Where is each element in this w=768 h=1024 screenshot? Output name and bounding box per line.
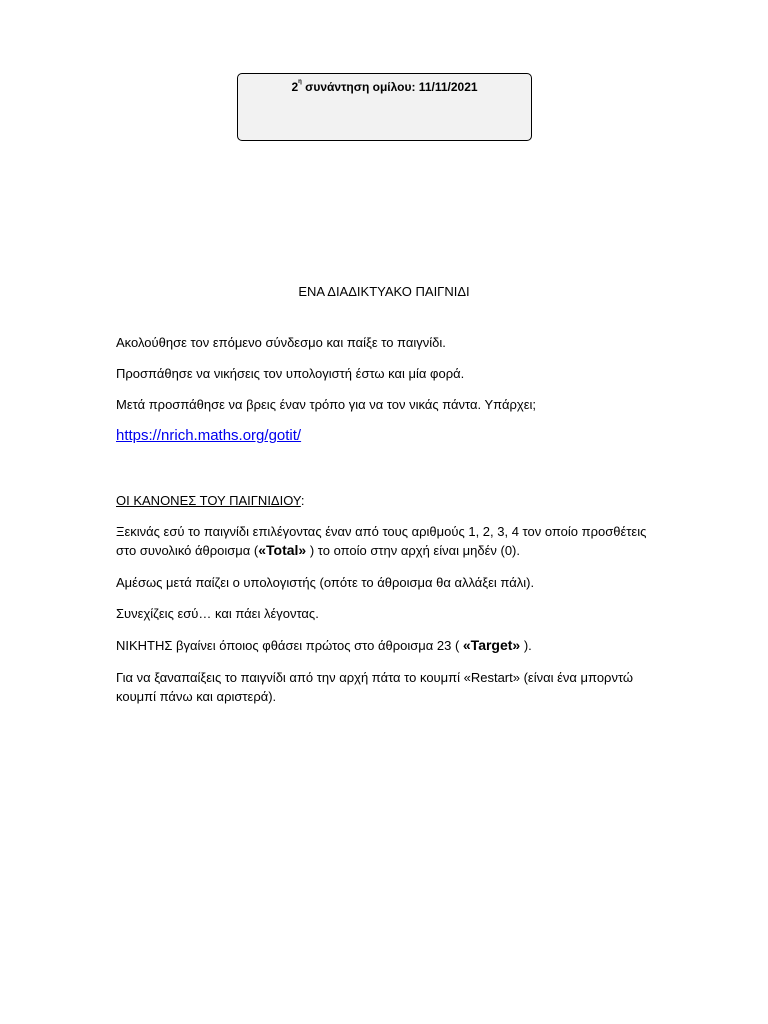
target-term: «Target»: [462, 637, 521, 653]
rules-heading-text: ΟΙ ΚΑΝΟΝΕΣ ΤΟΥ ΠΑΙΓΝΙΔΙΟΥ: [116, 493, 301, 508]
rules-heading-colon: :: [300, 493, 305, 508]
rule-3: Συνεχίζεις εσύ… και πάει λέγοντας.: [116, 606, 319, 621]
rule-1: [116, 522, 656, 560]
intro-paragraph-2: Προσπάθησε να νικήσεις τον υπολογιστή έστω και μία φορά.: [116, 366, 465, 381]
meeting-header-box: [237, 73, 532, 141]
total-term: «Total»: [258, 542, 307, 558]
meeting-text: συνάντηση ομίλου: 11/11/2021: [301, 80, 478, 94]
meeting-ordinal: 2: [291, 80, 299, 94]
game-link[interactable]: https://nrich.maths.org/gotit/: [116, 427, 302, 444]
rule-1-text-b: ) το οποίο στην αρχή είναι μηδέν (0).: [306, 543, 520, 558]
rules-heading: [116, 491, 656, 510]
rule-4-text-a: ΝΙΚΗΤΗΣ βγαίνει όποιος φθάσει πρώτος στο άθροισμα 23 (: [116, 638, 463, 653]
rule-4-text-b: ).: [520, 638, 532, 653]
document-title: ΕΝΑ ΔΙΑΔΙΚΤΥΑΚΟ ΠΑΙΓΝΙΔΙ: [298, 284, 470, 299]
rule-4: [116, 636, 656, 655]
rule-1-text-a: Ξεκινάς εσύ το παιγνίδι επιλέγοντας έναν από τους αριθμούς 1, 2, 3, 4 τον οποίο προσθέτεις στο συνολικό άθροισμα (: [116, 524, 647, 558]
rule-5: Για να ξαναπαίξεις το παιγνίδι από την αρχή πάτα το κουμπί «Restart» (είναι ένα μπορντώ κουμπί πάνω και αριστερά).: [116, 670, 634, 704]
rule-2: Αμέσως μετά παίζει ο υπολογιστής (οπότε το άθροισμα θα αλλάξει πάλι).: [116, 575, 535, 590]
meeting-ordinal-suffix: η: [298, 79, 302, 85]
intro-paragraph-3: Μετά προσπάθησε να βρεις έναν τρόπο για να τον νικάς πάντα. Υπάρχει;: [116, 397, 536, 412]
intro-paragraph-1: Ακολούθησε τον επόμενο σύνδεσμο και παίξε το παιγνίδι.: [116, 335, 446, 350]
game-link-paragraph: [116, 426, 656, 445]
